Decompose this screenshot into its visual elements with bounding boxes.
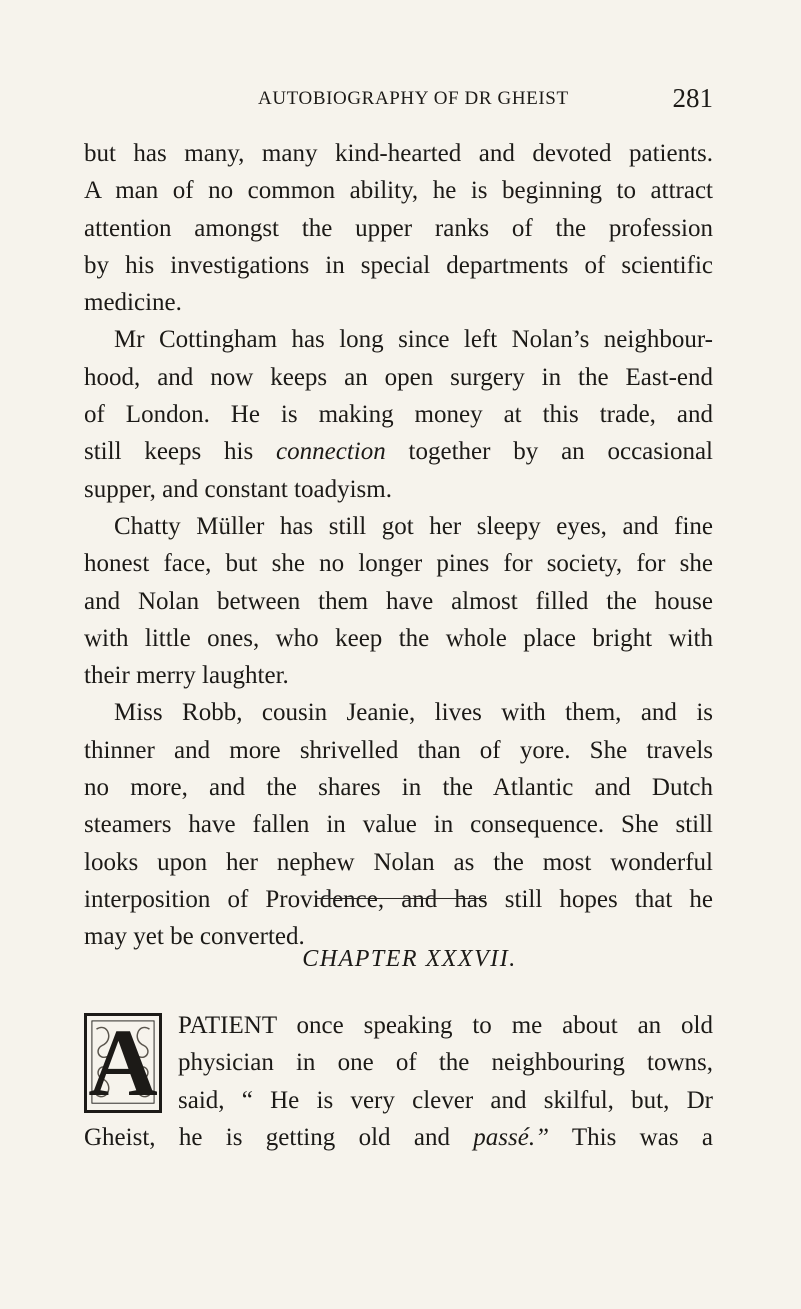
chapter-heading: CHAPTER XXXVII. xyxy=(302,946,517,972)
text-line: said, “ He is very clever and skilful, but, Dr xyxy=(178,1086,713,1114)
text-segment: Gheist, he is getting old and xyxy=(84,1123,450,1151)
text-line: of London. He is making money at this trade, and xyxy=(84,401,713,429)
body-text xyxy=(84,135,713,956)
text-line: and Nolan between them have almost filled the house xyxy=(84,587,713,615)
text-line: hood, and now keeps an open surgery in the East-end xyxy=(84,363,713,391)
text-line: may yet be converted. xyxy=(84,923,305,951)
text-line: steamers have fallen in value in consequence. She still xyxy=(84,811,713,839)
running-head xyxy=(84,83,713,118)
italic-phrase: connection xyxy=(276,438,386,466)
text-line: honest face, but she no longer pines for society, for she xyxy=(84,550,713,578)
text-line: looks upon her nephew Nolan as the most wonderful xyxy=(84,848,713,876)
text-line: but has many, many kind-hearted and devoted patients. xyxy=(84,140,713,167)
text-segment: still keeps his xyxy=(84,438,254,466)
text-line: their merry laughter. xyxy=(84,662,289,690)
text-line: with little ones, who keep the whole place bright with xyxy=(84,624,713,652)
text-segment: together by an occasional xyxy=(408,438,713,466)
drop-cap xyxy=(84,1009,162,1116)
text-line: supper, and constant toadyism. xyxy=(84,475,392,503)
running-title: AUTOBIOGRAPHY OF DR GHEIST xyxy=(258,88,569,109)
text-line: thinner and more shrivelled than of yore. She travels xyxy=(84,736,713,764)
text-line-mixed xyxy=(84,1119,713,1156)
text-line: attention amongst the upper ranks of the profession xyxy=(84,214,713,242)
section-divider xyxy=(316,898,486,899)
text-line: interposition of Providence, and has still hopes that he xyxy=(84,885,713,913)
chapter-opening xyxy=(84,1007,713,1156)
drop-cap-letter: A xyxy=(88,1009,158,1116)
text-line: Chatty Müller has still got her sleepy eyes, and fine xyxy=(114,512,713,540)
text-line: physician in one of the neighbouring towns, xyxy=(178,1049,713,1077)
text-line: medicine. xyxy=(84,289,182,317)
text-line: Mr Cottingham has long since left Nolan’s neighbour- xyxy=(114,326,713,354)
text-line: no more, and the shares in the Atlantic and Dutch xyxy=(84,774,713,802)
text-line: A man of no common ability, he is beginning to attract xyxy=(84,177,713,205)
page-number: 281 xyxy=(672,83,713,113)
text-line: Miss Robb, cousin Jeanie, lives with them, and is xyxy=(114,699,713,727)
text-line-mixed xyxy=(84,433,713,470)
text-line: PATIENT once speaking to me about an old xyxy=(178,1012,713,1039)
italic-word: passé.” xyxy=(473,1123,550,1151)
text-line: by his investigations in special departments of scientific xyxy=(84,251,713,279)
text-segment: This was a xyxy=(571,1123,713,1151)
